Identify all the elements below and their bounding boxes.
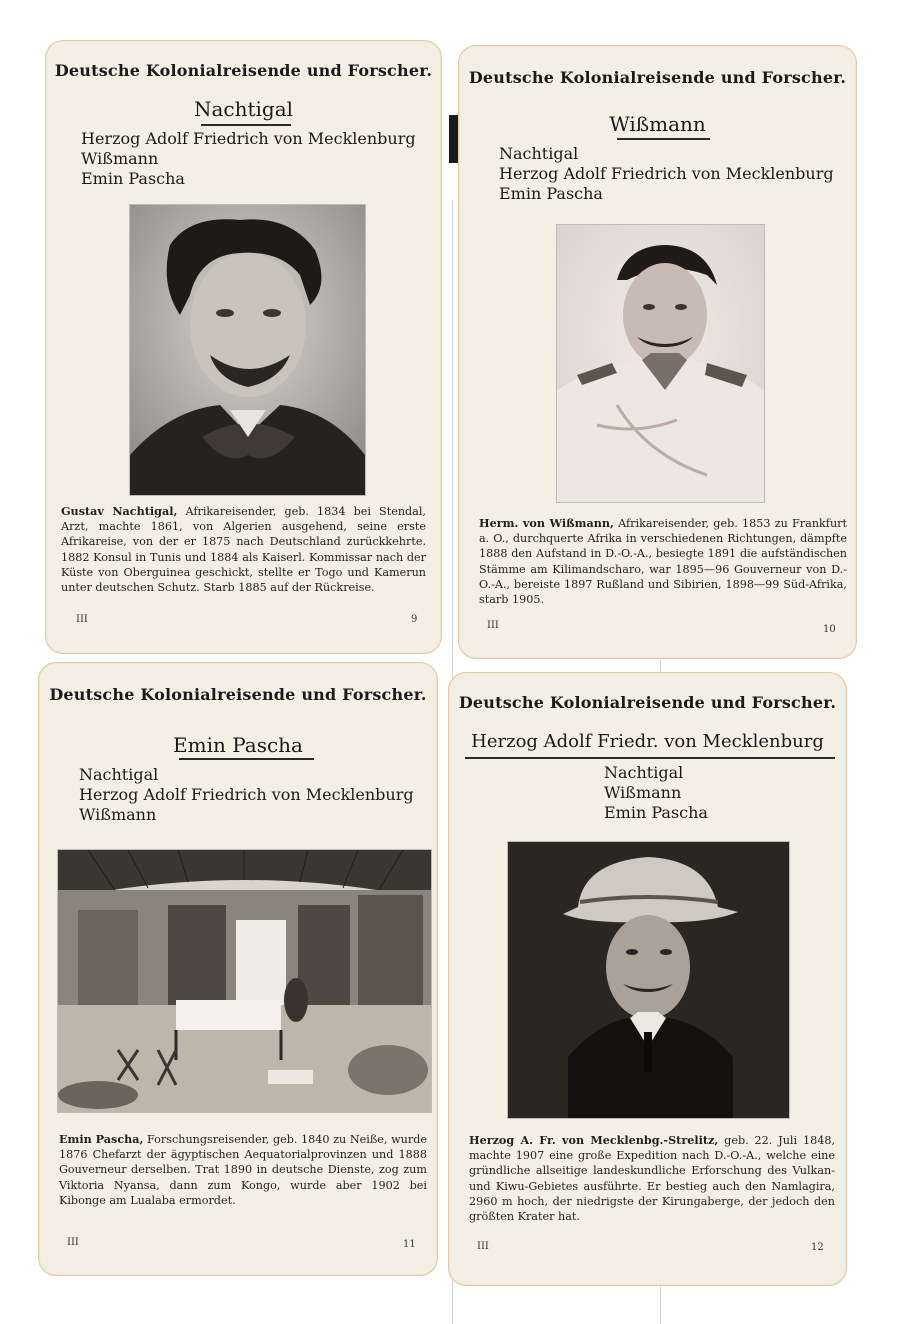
portrait-image — [508, 842, 789, 1118]
portrait-image — [557, 225, 764, 502]
set-number: III — [487, 620, 499, 631]
portrait-nachtigal — [129, 204, 366, 496]
bio-body: geb. 22. Juli 1848, machte 1907 eine große Expedition nach D.-O.-A., welche eine gründliche allseitige landeskundliche Erforschung des Vulkan- und Kiwu-Gebietes ausführte. Er bestieg auch den Namlagira, 2960 m hoch, der niedrigste der Kirungaberge, der jedoch den größten Krater hat. — [469, 1134, 836, 1224]
other-card-name: Herzog Adolf Friedrich von Mecklenburg — [81, 129, 416, 148]
title-underline — [179, 758, 314, 760]
bio-name: Gustav Nachtigal, — [61, 504, 178, 518]
other-card-name: Wißmann — [604, 783, 682, 802]
card-title: Wißmann — [609, 112, 706, 136]
bio-text — [479, 516, 847, 607]
card-title: Herzog Adolf Friedr. von Mecklenburg — [471, 731, 824, 752]
other-cards-list — [81, 129, 416, 189]
portrait-herzog — [507, 841, 790, 1119]
title-underline — [201, 124, 291, 126]
card-header: Deutsche Kolonialreisende und Forscher. — [468, 68, 847, 87]
other-card-name: Nachtigal — [79, 765, 159, 784]
set-number: III — [67, 1237, 79, 1248]
bio-name: Herm. von Wißmann, — [479, 516, 614, 530]
card-header: Deutsche Kolonialreisende und Forscher. — [458, 693, 837, 712]
set-number: III — [477, 1241, 489, 1252]
bio-name: Emin Pascha, — [59, 1132, 144, 1146]
bio-text — [61, 504, 426, 595]
title-underline — [465, 757, 835, 759]
bio-text — [59, 1132, 427, 1208]
other-card-name: Nachtigal — [604, 763, 684, 782]
other-card-name: Emin Pascha — [81, 169, 185, 188]
bio-text — [469, 1133, 835, 1224]
card-title: Emin Pascha — [173, 733, 303, 757]
engraving-emin-pascha-tent — [57, 849, 432, 1113]
card-title: Nachtigal — [193, 97, 294, 121]
other-card-name: Wißmann — [81, 149, 159, 168]
other-card-name: Emin Pascha — [499, 184, 603, 203]
card-number: 10 — [823, 624, 836, 635]
card-herzog-mecklenburg — [448, 672, 847, 1286]
card-wissmann — [458, 45, 857, 659]
card-emin-pascha — [38, 662, 438, 1276]
card-number: 11 — [403, 1239, 416, 1250]
title-underline — [617, 138, 710, 140]
card-header: Deutsche Kolonialreisende und Forscher. — [54, 61, 433, 80]
other-cards-list — [499, 144, 834, 204]
card-number: 12 — [811, 1242, 824, 1253]
other-card-name: Herzog Adolf Friedrich von Mecklenburg — [79, 785, 414, 804]
card-header: Deutsche Kolonialreisende und Forscher. — [49, 685, 427, 704]
other-cards-list — [604, 763, 708, 823]
other-card-name: Wißmann — [79, 805, 157, 824]
portrait-wissmann — [556, 224, 765, 503]
bio-name: Herzog A. Fr. von Mecklenbg.-Strelitz, — [469, 1133, 719, 1147]
other-card-name: Nachtigal — [499, 144, 579, 163]
bio-body: Afrikareisender, geb. 1834 bei Stendal, Arzt, machte 1861, von Algerien ausgehend, seine erste Afrikareise, von der er 1875 nach Deutschland zurückkehrte. 1882 Konsul in Tunis und 1884 als Kaiserl. Kommissar nach der Küste von Oberguinea geschickt, stellte er Togo und Kamerun unter deutschen Schutz. Starb 1885 auf der Rückreise. — [61, 505, 426, 595]
card-nachtigal — [45, 40, 442, 654]
other-cards-list — [79, 765, 414, 825]
other-card-name: Herzog Adolf Friedrich von Mecklenburg — [499, 164, 834, 183]
set-number: III — [76, 614, 88, 625]
engraving-image — [58, 850, 431, 1112]
portrait-image — [130, 205, 365, 495]
bio-body: Afrikareisender, geb. 1853 zu Frankfurt a. O., durchquerte Afrika in verschiedenen Richtungen, dämpfte 1888 den Aufstand in D.-O.-A., besiegte 1891 die aufständischen Stämme am Kilimandscharo, war 1895—96 Gouverneur von D.-O.-A., bereiste 1897 Rußland und Sibirien, 1898—99 Süd-Afrika, starb 1905. — [479, 517, 847, 607]
card-number: 9 — [411, 614, 418, 625]
other-card-name: Emin Pascha — [604, 803, 708, 822]
bio-body: Forschungsreisender, geb. 1840 zu Neiße, wurde 1876 Chefarzt der ägyptischen Aequatorialprovinzen und 1888 Gouverneur derselben. Trat 1890 in deutsche Dienste, zog zum Viktoria Nyansa, dann zum Kongo, wurde aber 1902 bei Kibonge am Lualaba ermordet. — [59, 1133, 427, 1207]
